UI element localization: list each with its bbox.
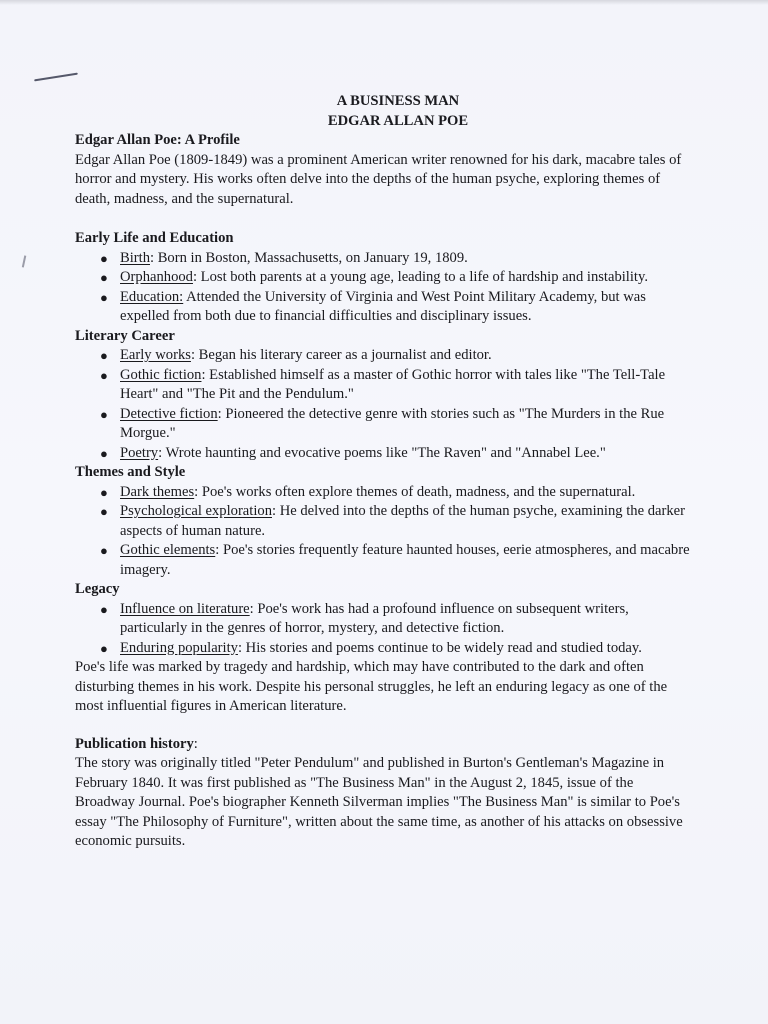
list-item-separator: : xyxy=(201,366,210,383)
list-item-term: Birth xyxy=(120,249,150,266)
bullet-icon: ● xyxy=(100,484,108,500)
bullet-icon: ● xyxy=(100,270,108,285)
bullet-icon: ● xyxy=(100,601,108,617)
list-item-text: Pioneered the detective genre with stories such as "The Murders in the Rue Morgue." xyxy=(120,405,665,441)
publication-heading-line xyxy=(75,735,695,755)
list-item-term: Enduring popularity xyxy=(120,639,238,656)
list-item xyxy=(75,346,695,366)
pen-mark xyxy=(34,73,78,82)
margin-mark xyxy=(22,255,31,268)
list-item xyxy=(75,600,695,639)
list-item xyxy=(75,405,695,444)
themes-list xyxy=(75,483,695,581)
legacy-closing-paragraph: Poe's life was marked by tragedy and hardship, which may have contributed to the dark and often disturbing themes in his work. Despite his personal struggles, he left an enduring legacy as one of the most influential figures in American literature. xyxy=(75,659,668,714)
list-item-term: Gothic fiction xyxy=(120,366,202,383)
list-item-separator: : xyxy=(237,639,246,656)
bullet-icon: ● xyxy=(100,504,108,519)
bullet-icon: ● xyxy=(100,289,108,305)
list-item xyxy=(75,639,695,659)
list-item-text: His stories and poems continue to be widely read and studied today. xyxy=(245,639,642,656)
bullet-icon: ● xyxy=(100,406,108,422)
list-item xyxy=(75,249,695,269)
legacy-heading: Legacy xyxy=(75,581,120,597)
list-item xyxy=(75,444,695,464)
list-item-separator: : xyxy=(194,483,202,500)
profile-paragraph: Edgar Allan Poe (1809-1849) was a prominent American writer renowned for his dark, macabre tales of horror and mystery. His works often delve into the depths of the human psyche, exploring themes of death, madness, and the supernatural. xyxy=(75,151,682,207)
themes-heading: Themes and Style xyxy=(75,464,186,480)
list-item-text: Poe's work has had a profound influence on subsequent writers, particularly in the genres of horror, mystery, and detective fiction. xyxy=(120,600,629,636)
literary-career-heading: Literary Career xyxy=(75,327,175,344)
early-life-list xyxy=(75,249,695,327)
document-title-line-2: EDGAR ALLAN POE xyxy=(327,112,469,129)
literary-career-list xyxy=(75,346,695,463)
bullet-icon: ● xyxy=(100,640,108,656)
list-item xyxy=(75,502,695,541)
list-item-separator: : xyxy=(272,503,280,519)
list-item-text: Established himself as a master of Gothic horror with tales like "The Tell-Tale Heart" and "The Pit and the Pendulum." xyxy=(120,366,666,402)
list-item-text: Born in Boston, Massachusetts, on January 19, 1809. xyxy=(157,249,468,266)
publication-heading: Publication history xyxy=(75,735,194,752)
list-item-text: Began his literary career as a journalist and editor. xyxy=(198,347,492,363)
list-item-separator: : xyxy=(217,405,226,422)
list-item-term: Detective fiction xyxy=(120,405,218,422)
early-life-heading: Early Life and Education xyxy=(75,230,234,246)
document-title-line-1: A BUSINESS MAN xyxy=(336,93,460,109)
list-item-text: Wrote haunting and evocative poems like "The Raven" and "Annabel Lee." xyxy=(165,444,606,461)
page-top-edge xyxy=(0,0,768,5)
list-item-term: Psychological exploration xyxy=(120,503,272,519)
list-item xyxy=(75,541,695,580)
list-item-term: Gothic elements xyxy=(120,542,216,558)
bullet-icon: ● xyxy=(100,250,108,266)
list-item-separator: : xyxy=(190,347,199,363)
list-item xyxy=(75,268,695,288)
bullet-icon: ● xyxy=(100,543,108,558)
list-item-separator: : xyxy=(192,269,201,285)
bullet-icon: ● xyxy=(100,348,108,363)
list-item-separator: : xyxy=(150,249,158,266)
list-item-term: Early works xyxy=(120,347,191,363)
publication-heading-colon: : xyxy=(193,735,198,752)
list-item-text: Poe's works often explore themes of death, madness, and the supernatural. xyxy=(201,483,636,500)
list-item-text: Attended the University of Virginia and West Point Military Academy, but was expelled from both due to financial difficulties and disciplinary issues. xyxy=(120,288,646,324)
list-item-separator: : xyxy=(215,542,223,558)
list-item-text: Lost both parents at a young age, leading to a life of hardship and instability. xyxy=(200,269,648,285)
spacer xyxy=(75,209,695,229)
document-body xyxy=(75,92,695,852)
list-item-term: Dark themes xyxy=(120,483,195,500)
list-item xyxy=(75,483,695,503)
list-item-separator: : xyxy=(158,444,166,461)
list-item-term: Poetry xyxy=(120,444,159,461)
list-item-term: Education: xyxy=(120,288,184,305)
spacer xyxy=(75,717,695,735)
list-item-separator: : xyxy=(249,600,258,617)
bullet-icon: ● xyxy=(100,367,108,383)
legacy-list xyxy=(75,600,695,659)
list-item-text: Poe's stories frequently feature haunted houses, eerie atmospheres, and macabre imagery. xyxy=(120,542,690,578)
list-item xyxy=(75,288,695,327)
list-item-term: Orphanhood xyxy=(120,269,193,285)
list-item-text: He delved into the depths of the human psyche, examining the darker aspects of human nature. xyxy=(120,503,685,539)
bullet-icon: ● xyxy=(100,445,108,461)
profile-heading: Edgar Allan Poe: A Profile xyxy=(75,132,240,148)
publication-paragraph: The story was originally titled "Peter Pendulum" and published in Burton's Gentleman's Magazine in February 1840. It was first published as "The Business Man" in the August 2, 1845, issue of the Broadway Journal. Poe's biographer Kenneth Silverman implies "The Business Man" is similar to Poe's essay "The Philosophy of Furniture", written about the same time, as another of his attacks on obsessive economic pursuits. xyxy=(75,755,683,849)
list-item-term: Influence on literature xyxy=(120,600,250,617)
list-item xyxy=(75,366,695,405)
